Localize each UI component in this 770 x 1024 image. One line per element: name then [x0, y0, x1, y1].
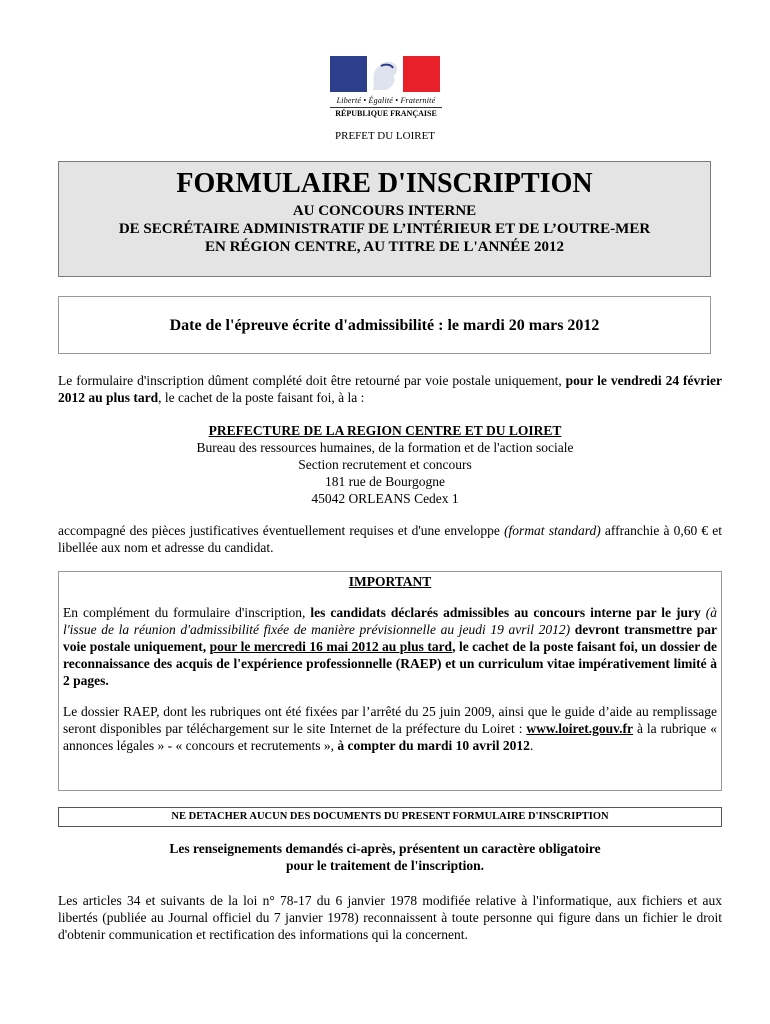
address-line-4: 181 rue de Bourgogne	[324, 474, 446, 489]
intro-deadline: pour le vendredi 24 février 2012 au plus tard	[58, 373, 722, 405]
address-line-1: PREFECTURE DE LA REGION CENTRE ET DU LOIRET	[208, 423, 562, 438]
cnil-paragraph: Les articles 34 et suivants de la loi n° 78-17 du 6 janvier 1978 modifiée relative à l'informatique, aux fichiers et aux libertés (publiée au Journal officiel du 7 janvier 1978) reconnaissent à toute personne qui figure dans un fichier le droit d'obtenir communication et rectification des informations qui la concernent.	[58, 893, 722, 942]
title-line-2: DE SECRÉTAIRE ADMINISTRATIF DE L’INTÉRIEUR ET DE L’OUTRE-MER	[118, 221, 651, 237]
raep-end: .	[529, 738, 534, 753]
address-line-3: Section recrutement et concours	[298, 457, 472, 472]
page-title: FORMULAIRE D'INSCRIPTION	[176, 168, 593, 199]
prefet-header: PREFET DU LOIRET	[334, 130, 436, 142]
envelope-paragraph	[58, 522, 722, 556]
envelope-text-end: affranchie à 0,60 € et libellée aux nom et adresse du candidat.	[58, 523, 723, 555]
republique-francaise-logo	[330, 56, 442, 118]
important-reunion: (à l'issue de la réunion d'admissibilité fixée de manière prévisionnelle au jeudi 19 avril 2012)	[63, 605, 718, 637]
do-not-detach-notice: NE DETACHER AUCUN DES DOCUMENTS DU PRESENT FORMULAIRE D'INSCRIPTION	[58, 807, 722, 827]
raep-text: Le dossier RAEP, dont les rubriques ont été fixées par l’arrêté du 25 juin 2009, ainsi que le guide d’aide au remplissage seront disponibles par téléchargement sur le site Internet de la préfecture du Loiret :	[63, 704, 717, 736]
important-admissibles: les candidats déclarés admissibles au concours interne par le jury	[310, 605, 701, 620]
important-deadline: pour le mercredi 16 mai 2012 au plus tard	[209, 639, 453, 654]
intro-text: Le formulaire d'inscription dûment complété doit être retourné par voie postale uniquement,	[58, 373, 566, 388]
address-line-2: Bureau des ressources humaines, de la formation et de l'action sociale	[196, 440, 574, 455]
loiret-website-link[interactable]: www.loiret.gouv.fr	[526, 721, 634, 736]
important-paragraph-1	[63, 604, 717, 689]
title-box	[58, 161, 711, 277]
logo-motto: Liberté • Égalité • Fraternité	[336, 96, 436, 105]
important-raep: , le cachet de la poste faisant foi, un dossier de reconnaissance des acquis de l'expérience professionnelle (RAEP) et un curriculum vitae impérativement limité à 2 pages.	[63, 639, 717, 688]
envelope-format: (format standard)	[504, 523, 601, 538]
logo-republic: RÉPUBLIQUE FRANÇAISE	[330, 107, 442, 118]
address-block	[0, 422, 770, 507]
tricolor-flag-icon	[330, 56, 440, 92]
mandatory-line-1: Les renseignements demandés ci-après, présentent un caractère obligatoire	[169, 841, 601, 856]
important-heading: IMPORTANT	[348, 574, 432, 589]
intro-paragraph	[58, 372, 722, 406]
raep-rubrique: à la rubrique « annonces légales » - « concours et recrutements »,	[63, 721, 717, 753]
mandatory-line-2: pour le traitement de l'inscription.	[285, 858, 485, 873]
exam-date-box: Date de l'épreuve écrite d'admissibilité : le mardi 20 mars 2012	[58, 296, 711, 354]
important-box	[58, 571, 722, 791]
important-paragraph-2	[63, 703, 717, 754]
important-text: En complément du formulaire d'inscription,	[63, 605, 311, 620]
envelope-text: accompagné des pièces justificatives éventuellement requises et d'une enveloppe	[58, 523, 505, 538]
raep-date: à compter du mardi 10 avril 2012	[337, 738, 530, 753]
title-line-1: AU CONCOURS INTERNE	[292, 203, 477, 219]
title-line-3: EN RÉGION CENTRE, AU TITRE DE L'ANNÉE 2012	[205, 239, 564, 255]
intro-text-end: , le cachet de la poste faisant foi, à la :	[158, 390, 365, 405]
address-line-5: 45042 ORLEANS Cedex 1	[311, 491, 459, 506]
important-transmettre: devront transmettre par voie postale uniquement,	[63, 622, 717, 654]
mandatory-info-notice	[0, 840, 770, 874]
